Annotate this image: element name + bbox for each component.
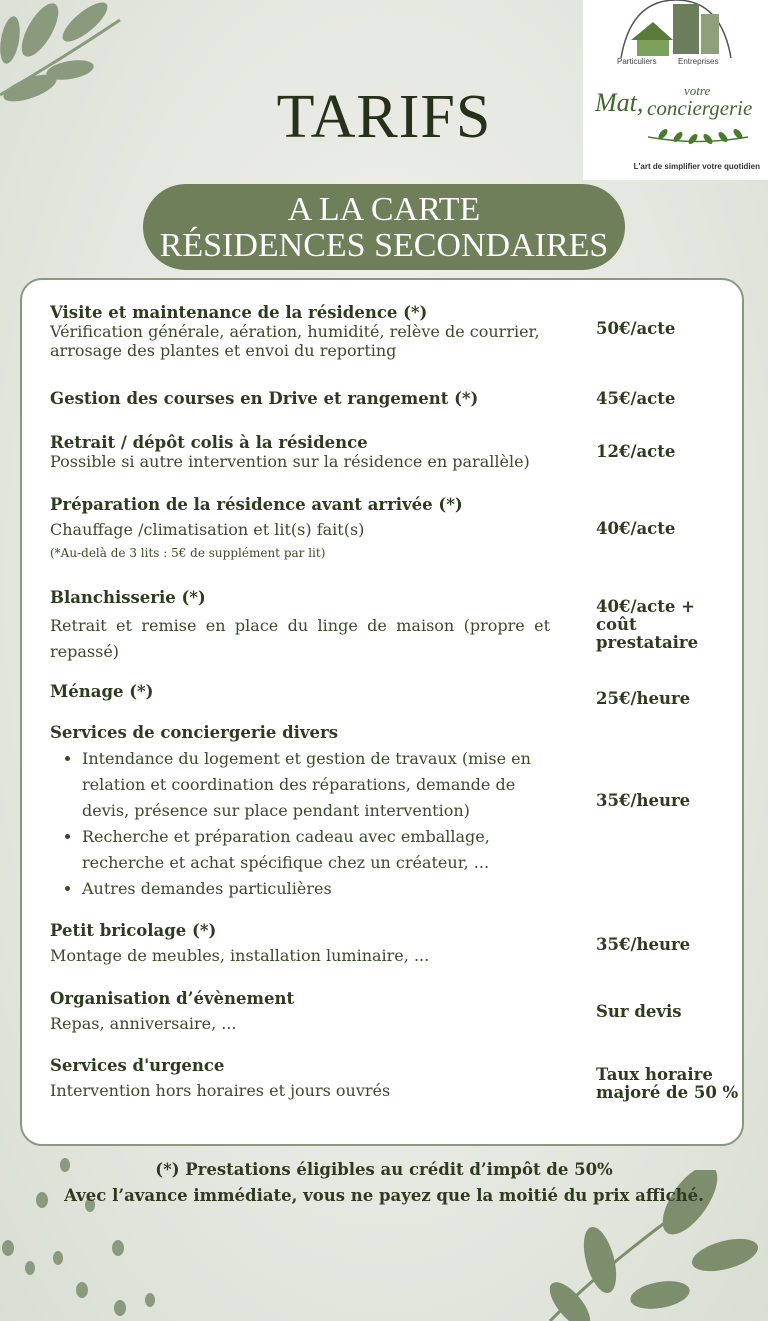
- service-desc: Vérification générale, aération, humidité, relève de courrier, arrosage des plantes et envoi du reporting: [50, 322, 540, 360]
- logo-sub-left: Particuliers: [617, 57, 657, 66]
- banner-line-2: RÉSIDENCES SECONDAIRES: [159, 227, 609, 264]
- service-price: 40€/acte + coût prestataire: [596, 597, 699, 652]
- service-desc: Intervention hors horaires et jours ouvrés: [50, 1081, 391, 1100]
- footer-note-2: Avec l’avance immédiate, vous ne payez que la moitié du prix affiché.: [64, 1186, 704, 1205]
- service-price: 12€/acte: [596, 442, 676, 461]
- service-title: Visite et maintenance de la résidence (*): [50, 303, 428, 322]
- logo-word-conciergerie: conciergerie: [647, 96, 753, 120]
- price-line-2: majoré de 50 %: [596, 1083, 739, 1102]
- service-colis: [50, 433, 550, 471]
- service-list: [50, 746, 550, 902]
- service-price: [596, 1066, 738, 1102]
- logo-sub-right: Entreprises: [678, 57, 719, 66]
- service-blanchisserie: [50, 588, 550, 665]
- service-desc: Montage de meubles, installation luminaire, ...: [50, 946, 430, 965]
- service-price: Sur devis: [596, 1002, 682, 1021]
- service-divers: [50, 723, 550, 902]
- service-title: Préparation de la résidence avant arrivée (*): [50, 495, 463, 514]
- service-title: Services de conciergerie divers: [50, 723, 338, 742]
- service-visite: [50, 303, 550, 360]
- footer-note-1: (*) Prestations éligibles au crédit d’impôt de 50%: [155, 1160, 613, 1179]
- service-desc: Repas, anniversaire, ...: [50, 1014, 237, 1033]
- service-price: 45€/acte: [596, 389, 676, 408]
- page-title: TARIFS: [276, 83, 492, 151]
- service-title: Blanchisserie (*): [50, 588, 206, 607]
- service-price: 35€/heure: [596, 791, 691, 810]
- section-banner: [143, 184, 625, 270]
- service-title: Petit bricolage (*): [50, 921, 217, 940]
- service-bricolage: [50, 921, 550, 965]
- service-title: Retrait / dépôt colis à la résidence: [50, 433, 368, 452]
- service-menage: [50, 682, 550, 701]
- service-price: 35€/heure: [596, 935, 691, 954]
- list-item: • Intendance du logement et gestion de travaux (mise en relation et coordination des réparations, demande de devis, présence sur place pendant intervention): [82, 746, 550, 824]
- service-desc: Possible si autre intervention sur la résidence en parallèle): [50, 452, 530, 471]
- house-buildings-icon: [611, 0, 741, 58]
- service-note: (*Au-delà de 3 lits : 5€ de supplément par lit): [50, 546, 326, 560]
- banner-line-1: A LA CARTE: [287, 191, 481, 228]
- service-price: 40€/acte: [596, 519, 676, 538]
- service-courses: [50, 389, 550, 408]
- logo-word-mat: Mat,: [595, 88, 644, 117]
- service-price: 25€/heure: [596, 689, 691, 708]
- logo-word-votre: votre: [684, 83, 711, 98]
- list-item: • Recherche et préparation cadeau avec emballage, recherche et achat spécifique chez un créateur, ...: [82, 824, 550, 876]
- list-item: • Autres demandes particulières: [82, 876, 550, 902]
- service-desc: Retrait et remise en place du linge de maison (propre et repassé): [50, 616, 550, 661]
- laurel-icon: [643, 124, 753, 150]
- price-list-card: [20, 278, 744, 1146]
- service-preparation: [50, 495, 550, 563]
- service-urgence: [50, 1056, 550, 1100]
- service-desc: Chauffage /climatisation et lit(s) fait(s): [50, 520, 365, 539]
- service-title: Services d'urgence: [50, 1056, 225, 1075]
- service-evenement: [50, 989, 550, 1033]
- logo: [583, 0, 768, 180]
- price-line-1: Taux horaire: [596, 1065, 713, 1084]
- service-title: Ménage (*): [50, 682, 154, 701]
- logo-tagline: L'art de simplifier votre quotidien: [633, 162, 760, 171]
- service-price: 50€/acte: [596, 319, 676, 338]
- service-title: Gestion des courses en Drive et rangement (*): [50, 389, 479, 408]
- service-title: Organisation d’évènement: [50, 989, 295, 1008]
